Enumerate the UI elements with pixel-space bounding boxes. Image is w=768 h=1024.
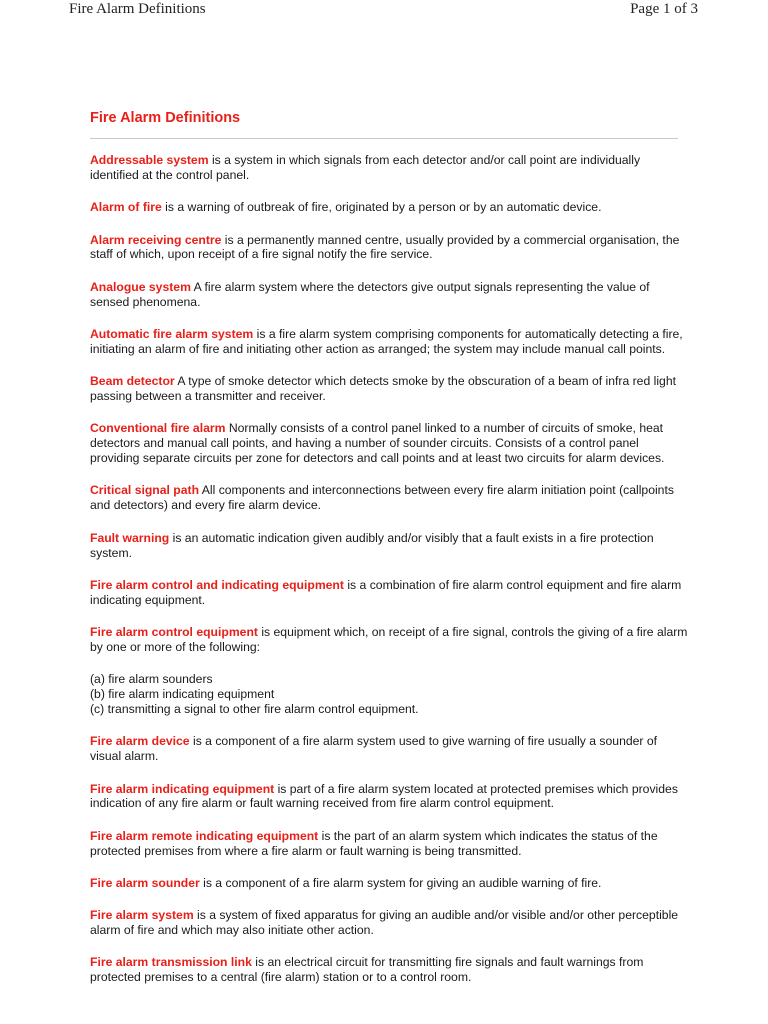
definition-entry (90, 531, 690, 561)
definition-text: A type of smoke detector which detects smoke by the obscuration of a beam of infra red light passing between a transmitter and receiver. (90, 374, 676, 404)
document-title: Fire Alarm Definitions (90, 110, 241, 126)
definition-term: Conventional fire alarm (90, 421, 226, 436)
list-item: (a) fire alarm sounders (90, 672, 213, 687)
definition-entry (90, 153, 690, 183)
definition-entry (90, 625, 690, 655)
definition-entry (90, 421, 690, 466)
definition-term: Fire alarm system (90, 908, 194, 923)
definition-entry (90, 908, 690, 938)
list-item: (b) fire alarm indicating equipment (90, 687, 275, 702)
definition-text: is a component of a fire alarm system for giving an audible warning of fire. (199, 875, 602, 890)
definition-entry (90, 955, 690, 985)
definition-entry (90, 280, 690, 310)
definition-entry (90, 782, 690, 812)
definition-term: Fire alarm control equipment (90, 625, 258, 640)
definition-entry (90, 578, 690, 608)
definition-entry (90, 374, 690, 404)
definition-entry (90, 734, 690, 764)
definition-entry (90, 483, 690, 513)
definition-text: is the part of an alarm system which indicates the status of the protected premises from where a fire alarm or fault warning is being transmitted. (90, 828, 658, 858)
page-header (0, 0, 768, 24)
definition-text: is a combination of fire alarm control equipment and fire alarm indicating equipment. (90, 577, 682, 607)
definition-term: Fire alarm sounder (90, 875, 200, 890)
definition-text: Normally consists of a control panel linked to a number of circuits of smoke, heat detectors and manual call points, and having a number of sounder circuits. Consists of a control panel providing separate circuits per zone for detectors and call points and at least two circuits for alarm devices. (90, 421, 665, 466)
definition-text: is part of a fire alarm system located at protected premises which provides indication of any fire alarm or fault warning received from fire alarm control equipment. (90, 781, 678, 811)
definition-entry (90, 876, 690, 891)
definition-term: Addressable system (90, 153, 209, 167)
definition-entry (90, 200, 690, 215)
document-body (90, 109, 690, 1003)
definition-text: is a system of fixed apparatus for giving an audible and/or visible and/or other perceptible alarm of fire and which may also initiate other action. (90, 908, 679, 938)
definition-term: Fire alarm transmission link (90, 955, 252, 970)
definition-text: is a fire alarm system comprising components for automatically detecting a fire, initiating an alarm of fire and initiating other action as arranged; the system may include manual call points. (90, 326, 683, 356)
definition-text: is equipment which, on receipt of a fire signal, controls the giving of a fire alarm by one or more of the following: (90, 625, 688, 654)
definition-term: Alarm of fire (90, 200, 162, 215)
header-page-number: Page 1 of 3 (630, 1, 698, 17)
definition-entry (90, 327, 690, 357)
list-item: (c) transmitting a signal to other fire alarm control equipment. (90, 702, 419, 717)
definition-term: Automatic fire alarm system (90, 326, 254, 341)
definition-term: Fault warning (90, 530, 170, 545)
definition-term: Fire alarm control and indicating equipment (90, 577, 344, 592)
definition-term: Alarm receiving centre (90, 232, 222, 247)
definition-entry (90, 829, 690, 859)
definition-term: Beam detector (90, 374, 175, 389)
definition-term: Analogue system (90, 279, 191, 294)
definition-text: is an electrical circuit for transmitting fire signals and fault warnings from protected premises to a central (fire alarm) station or to a control room. (90, 955, 644, 985)
definition-term: Fire alarm device (90, 734, 190, 749)
definition-text: is a system in which signals from each detector and/or call point are individually identified at the control panel. (90, 153, 641, 182)
definition-text: A fire alarm system where the detectors give output signals representing the value of sensed phenomena. (90, 279, 650, 309)
definition-text: is a component of a fire alarm system used to give warning of fire usually a sounder of visual alarm. (90, 734, 658, 764)
definition-term: Critical signal path (90, 483, 200, 498)
definition-term: Fire alarm remote indicating equipment (90, 828, 319, 843)
header-document-title: Fire Alarm Definitions (69, 1, 206, 17)
control-equipment-list (90, 672, 690, 717)
definition-text: is a warning of outbreak of fire, originated by a person or by an automatic device. (161, 200, 602, 215)
title-divider (90, 138, 678, 139)
definition-text: is an automatic indication given audibly and/or visibly that a fault exists in a fire protection system. (90, 530, 654, 560)
definition-text: is a permanently manned centre, usually provided by a commercial organisation, the staff of which, upon receipt of a fire signal notify the fire service. (90, 232, 680, 262)
definition-text: All components and interconnections between every fire alarm initiation point (callpoints and detectors) and every fire alarm device. (90, 483, 674, 513)
definition-entry (90, 233, 690, 263)
definition-term: Fire alarm indicating equipment (90, 781, 275, 796)
